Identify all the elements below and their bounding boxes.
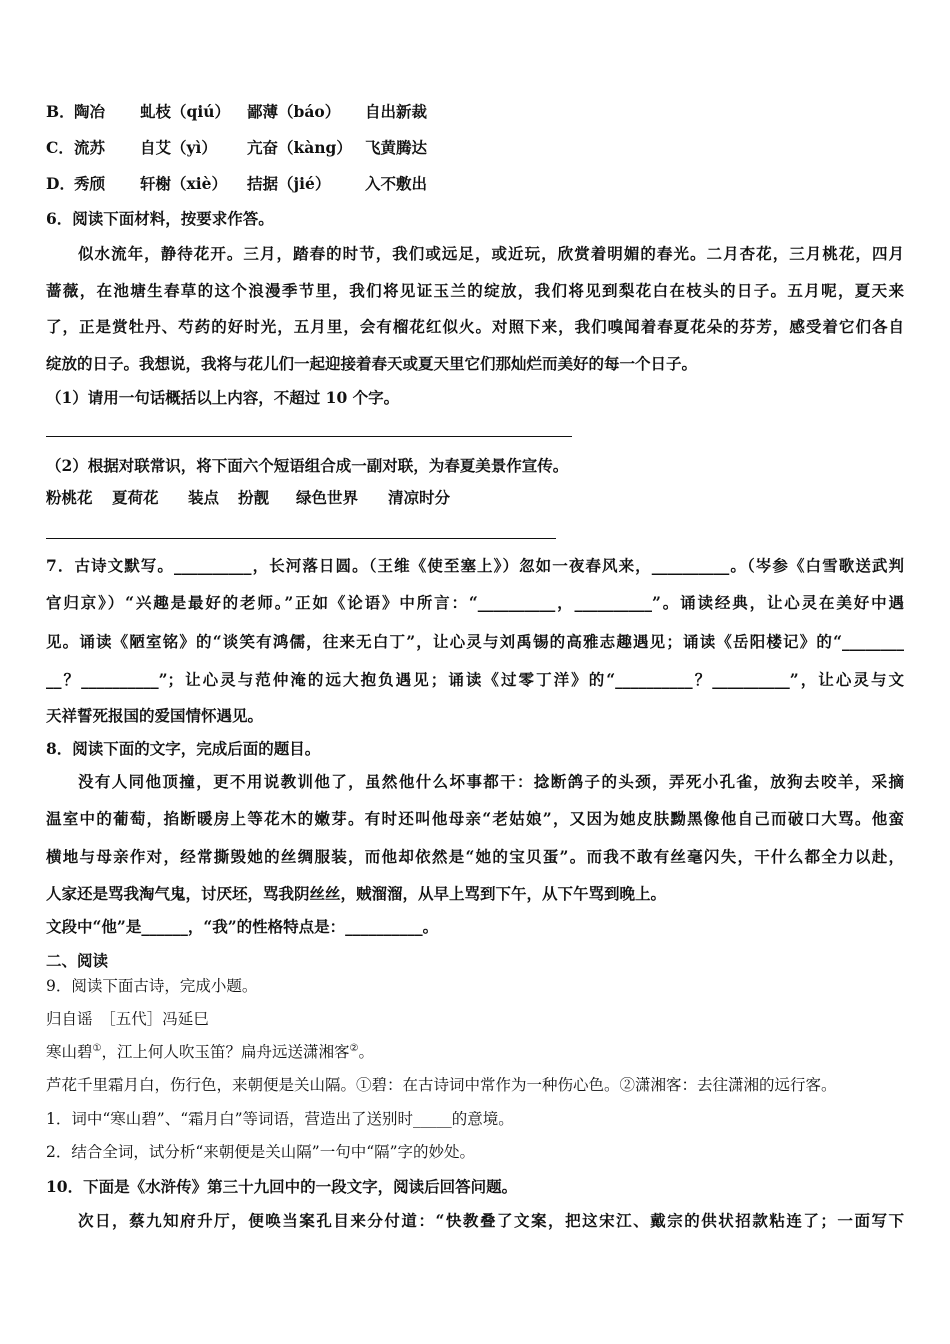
q9-poem-title: 归自谣 ［五代］冯延巳	[46, 1010, 209, 1028]
poem-text: 寒山碧	[46, 1043, 93, 1061]
q10-title: 10．下面是《水浒传》第三十九回中的一段文字，阅读后回答问题。	[46, 1177, 518, 1196]
phrase: 扮靓	[238, 488, 270, 507]
option-word: 拮据（jié）	[247, 174, 331, 193]
q9-title: 9．阅读下面古诗，完成小题。	[46, 977, 258, 995]
option-word: 飞黄腾达	[365, 138, 428, 157]
q8-question: 文段中“他”是______，“我”的性格特点是：__________。	[46, 917, 439, 936]
q8-passage-line: 横地与母亲作对，经常撕毁她的丝绸服装，而他却依然是“她的宝贝蛋”。而我不敢有丝毫闪失，干什么都全力以赴，	[46, 847, 904, 866]
q8-passage-line: 没有人同他顶撞，更不用说教训他了，虽然他什么坏事都干：捻断鸽子的头颈，弄死小孔雀，放狗去咬羊，采摘	[78, 772, 904, 791]
option-word: 自出新裁	[365, 102, 428, 121]
q6-sub1: （1）请用一句话概括以上内容，不超过 10 个字。	[46, 388, 400, 407]
option-word: 陶冶	[74, 102, 106, 121]
phrase: 绿色世界	[296, 488, 359, 507]
q8-passage-line: 人家还是骂我淘气鬼，讨厌坯，骂我阴丝丝，贼溜溜，从早上骂到下午，从下午骂到晚上。	[46, 884, 667, 903]
option-b	[46, 101, 908, 123]
q6-passage-line: 绽放的日子。我想说，我将与花儿们一起迎接着春天或夏天里它们那灿烂而美好的每一个日子。	[46, 354, 698, 373]
option-d	[46, 173, 908, 195]
option-c	[46, 137, 908, 159]
q6-title: 6．阅读下面材料，按要求作答。	[46, 209, 274, 228]
q6-passage-line: 似水流年，静待花开。三月，踏春的时节，我们或远足，或近玩，欣赏着明媚的春光。二月杏花，三月桃花，四月	[78, 244, 904, 263]
option-word: 自艾（yì）	[140, 138, 217, 157]
q10-passage-line: 次日，蔡九知府升厅，便唤当案孔目来分付道：“快教叠了文案，把这宋江、戴宗的供状招款粘连了；一面写下	[78, 1211, 904, 1230]
option-word: 入不敷出	[365, 174, 428, 193]
option-letter: D．	[46, 174, 75, 193]
poem-text: ，江上何人吹玉笛？扁舟远送潇湘客	[101, 1043, 350, 1061]
q7-line: 官归京》）“兴趣是最好的老师。”正如《论语》中所言：“__________，__________”。诵读经典，让心灵在美好中遇	[46, 593, 904, 612]
option-letter: C．	[46, 138, 74, 157]
footnote-mark: ①	[92, 1042, 102, 1054]
q6-passage-line: 蔷薇，在池塘生春草的这个浪漫季节里，我们将见证玉兰的绽放，我们将见到梨花白在枝头的日子。五月呢，夏天来	[46, 281, 904, 300]
q6-sub2: （2）根据对联常识，将下面六个短语组合成一副对联，为春夏美景作宣传。	[46, 456, 569, 475]
q8-title: 8．阅读下面的文字，完成后面的题目。	[46, 739, 321, 758]
q7-line: __？__________”；让心灵与范仲淹的远大抱负遇见；诵读《过零丁洋》的“__________？__________”，让心灵与文	[46, 670, 904, 689]
answer-line	[46, 538, 556, 539]
option-letter: B．	[46, 102, 75, 121]
phrase: 夏荷花	[112, 488, 159, 507]
option-word: 虬枝（qiú）	[140, 102, 230, 121]
q6-phrases	[46, 487, 908, 509]
section-heading: 二、阅读	[46, 951, 109, 970]
option-word: 鄙薄（báo）	[247, 102, 341, 121]
q7-line: 天祥誓死报国的爱国情怀遇见。	[46, 706, 264, 725]
q8-passage-line: 温室中的葡萄，掐断暖房上等花木的嫩芽。有时还叫他母亲“老姑娘”，又因为她皮肤黝黑像他自己而破口大骂。他蛮	[46, 809, 904, 828]
option-word: 秀颀	[74, 174, 106, 193]
q9-sub1: 1．词中“寒山碧”、“霜月白”等词语，营造出了送别时_____的意境。	[46, 1110, 514, 1128]
option-word: 亢奋（kàng）	[247, 138, 352, 157]
footnote-mark: ②	[349, 1042, 359, 1054]
phrase: 粉桃花	[46, 488, 93, 507]
poem-text: 。	[358, 1043, 374, 1061]
q7-line: 见。诵读《陋室铭》的“谈笑有鸿儒，往来无白丁”，让心灵与刘禹锡的高雅志趣遇见；诵读《岳阳楼记》的“________	[46, 632, 904, 651]
q6-passage-line: 了，正是赏牡丹、芍药的好时光，五月里，会有榴花红似火。对照下来，我们嗅闻着春夏花朵的芬芳，感受着它们各自	[46, 317, 904, 336]
q9-sub2: 2．结合全词，试分析“来朝便是关山隔”一句中“隔”字的妙处。	[46, 1143, 476, 1161]
option-word: 轩榭（xiè）	[140, 174, 227, 193]
option-word: 流苏	[74, 138, 106, 157]
phrase: 清凉时分	[388, 488, 451, 507]
phrase: 装点	[188, 488, 220, 507]
q9-poem-line1	[46, 1041, 908, 1063]
answer-line	[46, 436, 572, 437]
q7-line: 7．古诗文默写。__________，长河落日圆。（王维《使至塞上》）忽如一夜春风来，__________。（岑参《白雪歌送武判	[46, 556, 904, 575]
q9-poem-line2: 芦花千里霜月白，伤行色，来朝便是关山隔。①碧：在古诗词中常作为一种伤心色。②潇湘客：去往潇湘的远行客。	[46, 1076, 837, 1094]
